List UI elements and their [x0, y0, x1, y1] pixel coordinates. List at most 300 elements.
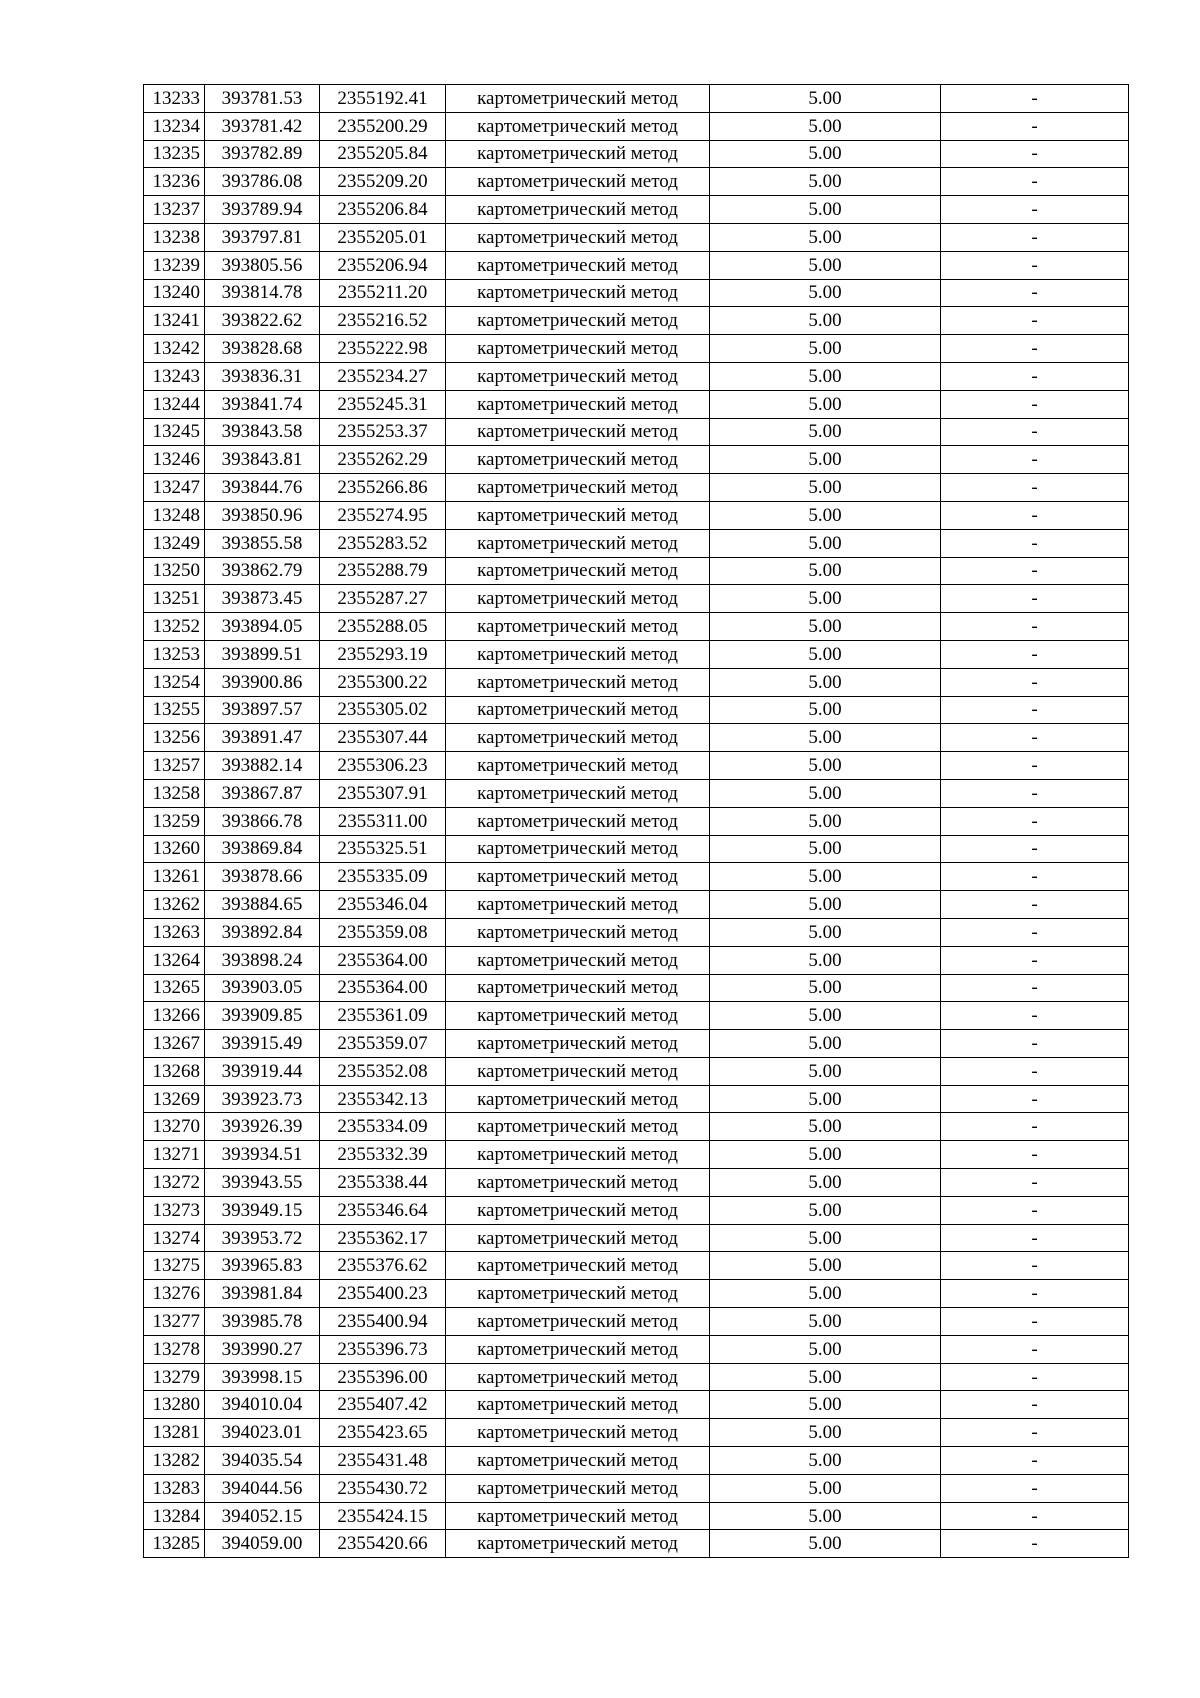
- x-coordinate-cell: 393869.84: [205, 835, 320, 863]
- x-coordinate-cell: 393990.27: [205, 1335, 320, 1363]
- note-cell: -: [941, 585, 1129, 613]
- y-coordinate-cell: 2355364.00: [320, 946, 446, 974]
- accuracy-cell: 5.00: [710, 1030, 941, 1058]
- point-number-cell: 13241: [144, 307, 205, 335]
- method-cell: картометрический метод: [446, 474, 710, 502]
- accuracy-cell: 5.00: [710, 1335, 941, 1363]
- point-number-cell: 13233: [144, 85, 205, 113]
- method-cell: картометрический метод: [446, 640, 710, 668]
- x-coordinate-cell: 393797.81: [205, 223, 320, 251]
- y-coordinate-cell: 2355305.02: [320, 696, 446, 724]
- point-number-cell: 13244: [144, 390, 205, 418]
- accuracy-cell: 5.00: [710, 1252, 941, 1280]
- point-number-cell: 13248: [144, 501, 205, 529]
- x-coordinate-cell: 393898.24: [205, 946, 320, 974]
- accuracy-cell: 5.00: [710, 1474, 941, 1502]
- method-cell: картометрический метод: [446, 557, 710, 585]
- method-cell: картометрический метод: [446, 112, 710, 140]
- method-cell: картометрический метод: [446, 251, 710, 279]
- method-cell: картометрический метод: [446, 1169, 710, 1197]
- x-coordinate-cell: 393923.73: [205, 1085, 320, 1113]
- x-coordinate-cell: 393903.05: [205, 974, 320, 1002]
- point-number-cell: 13263: [144, 918, 205, 946]
- x-coordinate-cell: 393866.78: [205, 807, 320, 835]
- note-cell: -: [941, 1002, 1129, 1030]
- method-cell: картометрический метод: [446, 974, 710, 1002]
- point-number-cell: 13285: [144, 1530, 205, 1558]
- point-number-cell: 13278: [144, 1335, 205, 1363]
- table-row: [144, 779, 1129, 807]
- method-cell: картометрический метод: [446, 362, 710, 390]
- table-row: [144, 85, 1129, 113]
- y-coordinate-cell: 2355424.15: [320, 1502, 446, 1530]
- y-coordinate-cell: 2355335.09: [320, 863, 446, 891]
- y-coordinate-cell: 2355205.84: [320, 140, 446, 168]
- point-number-cell: 13281: [144, 1419, 205, 1447]
- accuracy-cell: 5.00: [710, 1085, 941, 1113]
- point-number-cell: 13240: [144, 279, 205, 307]
- y-coordinate-cell: 2355364.00: [320, 974, 446, 1002]
- x-coordinate-cell: 393892.84: [205, 918, 320, 946]
- point-number-cell: 13264: [144, 946, 205, 974]
- table-row: [144, 1335, 1129, 1363]
- x-coordinate-cell: 393949.15: [205, 1196, 320, 1224]
- note-cell: -: [941, 279, 1129, 307]
- y-coordinate-cell: 2355234.27: [320, 362, 446, 390]
- note-cell: -: [941, 140, 1129, 168]
- note-cell: -: [941, 1502, 1129, 1530]
- method-cell: картометрический метод: [446, 1085, 710, 1113]
- table-row: [144, 1169, 1129, 1197]
- y-coordinate-cell: 2355362.17: [320, 1224, 446, 1252]
- point-number-cell: 13251: [144, 585, 205, 613]
- point-number-cell: 13253: [144, 640, 205, 668]
- point-number-cell: 13252: [144, 613, 205, 641]
- accuracy-cell: 5.00: [710, 112, 941, 140]
- note-cell: -: [941, 891, 1129, 919]
- x-coordinate-cell: 393862.79: [205, 557, 320, 585]
- accuracy-cell: 5.00: [710, 307, 941, 335]
- note-cell: -: [941, 1447, 1129, 1475]
- point-number-cell: 13276: [144, 1280, 205, 1308]
- table-row: [144, 335, 1129, 363]
- point-number-cell: 13246: [144, 446, 205, 474]
- method-cell: картометрический метод: [446, 1474, 710, 1502]
- method-cell: картометрический метод: [446, 168, 710, 196]
- method-cell: картометрический метод: [446, 1252, 710, 1280]
- accuracy-cell: 5.00: [710, 1169, 941, 1197]
- accuracy-cell: 5.00: [710, 1141, 941, 1169]
- table-row: [144, 501, 1129, 529]
- method-cell: картометрический метод: [446, 1280, 710, 1308]
- table-row: [144, 918, 1129, 946]
- table-row: [144, 946, 1129, 974]
- table-row: [144, 1002, 1129, 1030]
- x-coordinate-cell: 393805.56: [205, 251, 320, 279]
- accuracy-cell: 5.00: [710, 918, 941, 946]
- note-cell: -: [941, 779, 1129, 807]
- y-coordinate-cell: 2355206.94: [320, 251, 446, 279]
- note-cell: -: [941, 946, 1129, 974]
- note-cell: -: [941, 307, 1129, 335]
- method-cell: картометрический метод: [446, 1030, 710, 1058]
- y-coordinate-cell: 2355325.51: [320, 835, 446, 863]
- y-coordinate-cell: 2355396.73: [320, 1335, 446, 1363]
- table-row: [144, 529, 1129, 557]
- note-cell: -: [941, 1141, 1129, 1169]
- y-coordinate-cell: 2355423.65: [320, 1419, 446, 1447]
- x-coordinate-cell: 393789.94: [205, 196, 320, 224]
- method-cell: картометрический метод: [446, 585, 710, 613]
- method-cell: картометрический метод: [446, 613, 710, 641]
- table-row: [144, 1391, 1129, 1419]
- point-number-cell: 13272: [144, 1169, 205, 1197]
- y-coordinate-cell: 2355334.09: [320, 1113, 446, 1141]
- table-row: [144, 613, 1129, 641]
- method-cell: картометрический метод: [446, 335, 710, 363]
- note-cell: -: [941, 474, 1129, 502]
- note-cell: -: [941, 1085, 1129, 1113]
- y-coordinate-cell: 2355306.23: [320, 752, 446, 780]
- table-row: [144, 1419, 1129, 1447]
- x-coordinate-cell: 393884.65: [205, 891, 320, 919]
- x-coordinate-cell: 393786.08: [205, 168, 320, 196]
- y-coordinate-cell: 2355307.44: [320, 724, 446, 752]
- x-coordinate-cell: 393844.76: [205, 474, 320, 502]
- x-coordinate-cell: 394059.00: [205, 1530, 320, 1558]
- accuracy-cell: 5.00: [710, 279, 941, 307]
- y-coordinate-cell: 2355361.09: [320, 1002, 446, 1030]
- y-coordinate-cell: 2355216.52: [320, 307, 446, 335]
- accuracy-cell: 5.00: [710, 557, 941, 585]
- point-number-cell: 13268: [144, 1057, 205, 1085]
- x-coordinate-cell: 393934.51: [205, 1141, 320, 1169]
- table-row: [144, 1224, 1129, 1252]
- accuracy-cell: 5.00: [710, 362, 941, 390]
- y-coordinate-cell: 2355400.23: [320, 1280, 446, 1308]
- y-coordinate-cell: 2355222.98: [320, 335, 446, 363]
- method-cell: картометрический метод: [446, 724, 710, 752]
- x-coordinate-cell: 393900.86: [205, 668, 320, 696]
- note-cell: -: [941, 613, 1129, 641]
- point-number-cell: 13275: [144, 1252, 205, 1280]
- method-cell: картометрический метод: [446, 1113, 710, 1141]
- point-number-cell: 13271: [144, 1141, 205, 1169]
- table-row: [144, 474, 1129, 502]
- note-cell: -: [941, 1224, 1129, 1252]
- method-cell: картометрический метод: [446, 140, 710, 168]
- accuracy-cell: 5.00: [710, 223, 941, 251]
- point-number-cell: 13237: [144, 196, 205, 224]
- note-cell: -: [941, 196, 1129, 224]
- accuracy-cell: 5.00: [710, 752, 941, 780]
- accuracy-cell: 5.00: [710, 1530, 941, 1558]
- y-coordinate-cell: 2355359.08: [320, 918, 446, 946]
- accuracy-cell: 5.00: [710, 251, 941, 279]
- table-row: [144, 1030, 1129, 1058]
- table-row: [144, 1141, 1129, 1169]
- accuracy-cell: 5.00: [710, 974, 941, 1002]
- accuracy-cell: 5.00: [710, 1447, 941, 1475]
- accuracy-cell: 5.00: [710, 446, 941, 474]
- y-coordinate-cell: 2355266.86: [320, 474, 446, 502]
- point-number-cell: 13261: [144, 863, 205, 891]
- method-cell: картометрический метод: [446, 1196, 710, 1224]
- x-coordinate-cell: 393850.96: [205, 501, 320, 529]
- y-coordinate-cell: 2355288.79: [320, 557, 446, 585]
- point-number-cell: 13267: [144, 1030, 205, 1058]
- x-coordinate-cell: 393782.89: [205, 140, 320, 168]
- point-number-cell: 13259: [144, 807, 205, 835]
- note-cell: -: [941, 835, 1129, 863]
- table-row: [144, 1447, 1129, 1475]
- y-coordinate-cell: 2355200.29: [320, 112, 446, 140]
- method-cell: картометрический метод: [446, 529, 710, 557]
- table-row: [144, 362, 1129, 390]
- table-row: [144, 1502, 1129, 1530]
- point-number-cell: 13243: [144, 362, 205, 390]
- y-coordinate-cell: 2355293.19: [320, 640, 446, 668]
- note-cell: -: [941, 1057, 1129, 1085]
- point-number-cell: 13245: [144, 418, 205, 446]
- table-row: [144, 390, 1129, 418]
- accuracy-cell: 5.00: [710, 1280, 941, 1308]
- y-coordinate-cell: 2355288.05: [320, 613, 446, 641]
- method-cell: картометрический метод: [446, 752, 710, 780]
- y-coordinate-cell: 2355332.39: [320, 1141, 446, 1169]
- table-row: [144, 1196, 1129, 1224]
- x-coordinate-cell: 393841.74: [205, 390, 320, 418]
- accuracy-cell: 5.00: [710, 390, 941, 418]
- accuracy-cell: 5.00: [710, 85, 941, 113]
- y-coordinate-cell: 2355400.94: [320, 1308, 446, 1336]
- y-coordinate-cell: 2355245.31: [320, 390, 446, 418]
- x-coordinate-cell: 393981.84: [205, 1280, 320, 1308]
- accuracy-cell: 5.00: [710, 418, 941, 446]
- note-cell: -: [941, 1196, 1129, 1224]
- method-cell: картометрический метод: [446, 196, 710, 224]
- point-number-cell: 13254: [144, 668, 205, 696]
- point-number-cell: 13280: [144, 1391, 205, 1419]
- x-coordinate-cell: 393843.58: [205, 418, 320, 446]
- note-cell: -: [941, 112, 1129, 140]
- y-coordinate-cell: 2355396.00: [320, 1363, 446, 1391]
- y-coordinate-cell: 2355262.29: [320, 446, 446, 474]
- method-cell: картометрический метод: [446, 891, 710, 919]
- x-coordinate-cell: 393814.78: [205, 279, 320, 307]
- table-row: [144, 863, 1129, 891]
- y-coordinate-cell: 2355206.84: [320, 196, 446, 224]
- x-coordinate-cell: 393909.85: [205, 1002, 320, 1030]
- x-coordinate-cell: 393882.14: [205, 752, 320, 780]
- x-coordinate-cell: 393919.44: [205, 1057, 320, 1085]
- table-row: [144, 112, 1129, 140]
- table-row: [144, 668, 1129, 696]
- method-cell: картометрический метод: [446, 1224, 710, 1252]
- table-row: [144, 557, 1129, 585]
- table-row: [144, 1113, 1129, 1141]
- y-coordinate-cell: 2355407.42: [320, 1391, 446, 1419]
- note-cell: -: [941, 1113, 1129, 1141]
- note-cell: -: [941, 1530, 1129, 1558]
- y-coordinate-cell: 2355209.20: [320, 168, 446, 196]
- note-cell: -: [941, 362, 1129, 390]
- note-cell: -: [941, 974, 1129, 1002]
- accuracy-cell: 5.00: [710, 863, 941, 891]
- method-cell: картометрический метод: [446, 1502, 710, 1530]
- table-row: [144, 140, 1129, 168]
- y-coordinate-cell: 2355300.22: [320, 668, 446, 696]
- point-number-cell: 13258: [144, 779, 205, 807]
- table-row: [144, 1474, 1129, 1502]
- note-cell: -: [941, 1030, 1129, 1058]
- note-cell: -: [941, 85, 1129, 113]
- y-coordinate-cell: 2355287.27: [320, 585, 446, 613]
- accuracy-cell: 5.00: [710, 1057, 941, 1085]
- point-number-cell: 13266: [144, 1002, 205, 1030]
- x-coordinate-cell: 393891.47: [205, 724, 320, 752]
- y-coordinate-cell: 2355346.04: [320, 891, 446, 919]
- accuracy-cell: 5.00: [710, 724, 941, 752]
- accuracy-cell: 5.00: [710, 1113, 941, 1141]
- method-cell: картометрический метод: [446, 1141, 710, 1169]
- method-cell: картометрический метод: [446, 1419, 710, 1447]
- point-number-cell: 13282: [144, 1447, 205, 1475]
- table-row: [144, 1085, 1129, 1113]
- accuracy-cell: 5.00: [710, 1308, 941, 1336]
- coordinates-table: [143, 84, 1129, 1558]
- method-cell: картометрический метод: [446, 307, 710, 335]
- x-coordinate-cell: 393926.39: [205, 1113, 320, 1141]
- method-cell: картометрический метод: [446, 1447, 710, 1475]
- accuracy-cell: 5.00: [710, 1502, 941, 1530]
- note-cell: -: [941, 1474, 1129, 1502]
- table-row: [144, 1280, 1129, 1308]
- note-cell: -: [941, 390, 1129, 418]
- x-coordinate-cell: 393894.05: [205, 613, 320, 641]
- x-coordinate-cell: 393965.83: [205, 1252, 320, 1280]
- point-number-cell: 13238: [144, 223, 205, 251]
- table-row: [144, 640, 1129, 668]
- accuracy-cell: 5.00: [710, 1002, 941, 1030]
- x-coordinate-cell: 394023.01: [205, 1419, 320, 1447]
- point-number-cell: 13236: [144, 168, 205, 196]
- note-cell: -: [941, 1363, 1129, 1391]
- note-cell: -: [941, 1335, 1129, 1363]
- table-row: [144, 585, 1129, 613]
- table-row: [144, 752, 1129, 780]
- method-cell: картометрический метод: [446, 85, 710, 113]
- table-row: [144, 835, 1129, 863]
- table-row: [144, 891, 1129, 919]
- note-cell: -: [941, 752, 1129, 780]
- x-coordinate-cell: 393943.55: [205, 1169, 320, 1197]
- method-cell: картометрический метод: [446, 918, 710, 946]
- method-cell: картометрический метод: [446, 501, 710, 529]
- note-cell: -: [941, 418, 1129, 446]
- point-number-cell: 13270: [144, 1113, 205, 1141]
- note-cell: -: [941, 1169, 1129, 1197]
- method-cell: картометрический метод: [446, 1391, 710, 1419]
- note-cell: -: [941, 807, 1129, 835]
- note-cell: -: [941, 1419, 1129, 1447]
- x-coordinate-cell: 393897.57: [205, 696, 320, 724]
- accuracy-cell: 5.00: [710, 474, 941, 502]
- y-coordinate-cell: 2355338.44: [320, 1169, 446, 1197]
- accuracy-cell: 5.00: [710, 335, 941, 363]
- x-coordinate-cell: 393781.42: [205, 112, 320, 140]
- method-cell: картометрический метод: [446, 279, 710, 307]
- x-coordinate-cell: 393828.68: [205, 335, 320, 363]
- accuracy-cell: 5.00: [710, 529, 941, 557]
- accuracy-cell: 5.00: [710, 168, 941, 196]
- accuracy-cell: 5.00: [710, 613, 941, 641]
- point-number-cell: 13277: [144, 1308, 205, 1336]
- note-cell: -: [941, 1308, 1129, 1336]
- y-coordinate-cell: 2355431.48: [320, 1447, 446, 1475]
- y-coordinate-cell: 2355311.00: [320, 807, 446, 835]
- method-cell: картометрический метод: [446, 668, 710, 696]
- accuracy-cell: 5.00: [710, 807, 941, 835]
- table-row: [144, 1057, 1129, 1085]
- x-coordinate-cell: 393878.66: [205, 863, 320, 891]
- y-coordinate-cell: 2355359.07: [320, 1030, 446, 1058]
- accuracy-cell: 5.00: [710, 1391, 941, 1419]
- y-coordinate-cell: 2355307.91: [320, 779, 446, 807]
- point-number-cell: 13279: [144, 1363, 205, 1391]
- table-row: [144, 251, 1129, 279]
- y-coordinate-cell: 2355283.52: [320, 529, 446, 557]
- note-cell: -: [941, 696, 1129, 724]
- table-row: [144, 418, 1129, 446]
- table-row: [144, 446, 1129, 474]
- point-number-cell: 13260: [144, 835, 205, 863]
- method-cell: картометрический метод: [446, 779, 710, 807]
- y-coordinate-cell: 2355211.20: [320, 279, 446, 307]
- point-number-cell: 13265: [144, 974, 205, 1002]
- table-row: [144, 307, 1129, 335]
- y-coordinate-cell: 2355376.62: [320, 1252, 446, 1280]
- note-cell: -: [941, 168, 1129, 196]
- note-cell: -: [941, 251, 1129, 279]
- accuracy-cell: 5.00: [710, 1224, 941, 1252]
- accuracy-cell: 5.00: [710, 668, 941, 696]
- note-cell: -: [941, 501, 1129, 529]
- table-row: [144, 1530, 1129, 1558]
- table-row: [144, 807, 1129, 835]
- method-cell: картометрический метод: [446, 1335, 710, 1363]
- table-row: [144, 974, 1129, 1002]
- document-page: [143, 84, 1128, 1558]
- table-row: [144, 1252, 1129, 1280]
- accuracy-cell: 5.00: [710, 1196, 941, 1224]
- table-row: [144, 724, 1129, 752]
- table-row: [144, 223, 1129, 251]
- note-cell: -: [941, 668, 1129, 696]
- accuracy-cell: 5.00: [710, 140, 941, 168]
- y-coordinate-cell: 2355274.95: [320, 501, 446, 529]
- y-coordinate-cell: 2355346.64: [320, 1196, 446, 1224]
- point-number-cell: 13284: [144, 1502, 205, 1530]
- x-coordinate-cell: 393899.51: [205, 640, 320, 668]
- method-cell: картометрический метод: [446, 1530, 710, 1558]
- note-cell: -: [941, 529, 1129, 557]
- coordinates-table-body: [144, 85, 1129, 1558]
- y-coordinate-cell: 2355192.41: [320, 85, 446, 113]
- point-number-cell: 13250: [144, 557, 205, 585]
- y-coordinate-cell: 2355253.37: [320, 418, 446, 446]
- y-coordinate-cell: 2355420.66: [320, 1530, 446, 1558]
